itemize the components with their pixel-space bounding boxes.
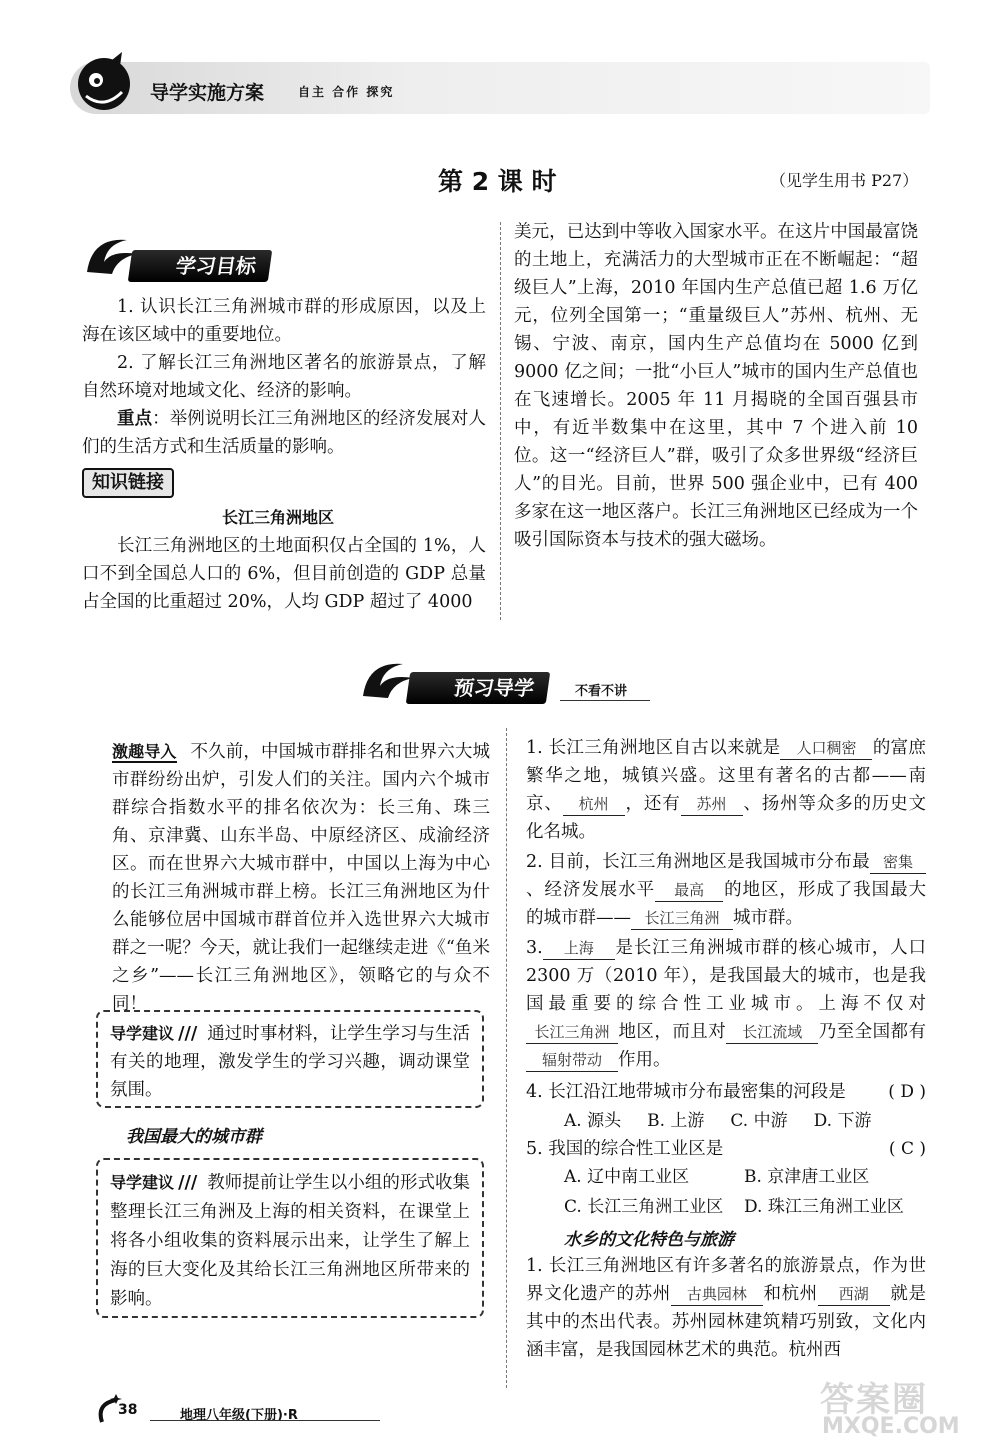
- question-answer: ( C ): [888, 1139, 926, 1159]
- answer-text: 长江三角洲: [534, 1023, 610, 1041]
- answer-blank: [655, 879, 723, 902]
- question-text: 就是其中的杰出代表。苏州园林建筑精巧别致，文化内涵丰富，是我国园林艺术的典范。杭州西: [526, 1284, 927, 1360]
- option: D. 珠江三角洲工业区: [744, 1197, 904, 1217]
- answer-blank: [870, 851, 926, 874]
- knowledge-para-left: 长江三角洲地区的土地面积仅占全国的 1%，人口不到全国总人口的 6%，但目前创造的 GDP 总量占全国的比重超过 20%，人均 GDP 超过了 4000: [82, 536, 486, 612]
- question-answer: ( D ): [888, 1082, 926, 1102]
- tip-text: 教师提前让学生以小组的形式收集整理长江三角洲及上海的相关资料，在课堂上将各小组收集的资料展示出来，让学生了解上海的巨大变化及其给长江三角洲地区所带来的影响。: [110, 1173, 470, 1309]
- answer-blank: [526, 1049, 618, 1072]
- intro-label: 激趣导入: [112, 742, 177, 761]
- goal-key-text: ：举例说明长江三角洲地区的经济发展对人们的生活方式和生活质量的影响。: [82, 409, 487, 457]
- question-text: 是长江三角洲城市群的核心城市，人口 2300 万（2010 年），是我国最大的城市，也是我国最重要的综合性工业城市。上海不仅对: [526, 938, 926, 1014]
- goal-item: 1. 认识长江三角洲城市群的形成原因，以及上海在该区域中的重要地位。: [82, 297, 486, 345]
- goals-banner: 学习目标: [128, 250, 272, 282]
- question-text: 的地区，形成了我国最大的城市群——: [526, 880, 927, 928]
- knowledge-para-right: 美元，已达到中等收入国家水平。在这片中国最富饶的土地上，充满活力的大型城市正在不断崛起：“超级巨人”上海，2010 年国内生产总值已超 1.6 万亿元，位列全国第一；“重量级巨人”苏州、杭州、无锡、宁波、南京，国内生产总值均在 5000 亿到 9000 亿之间；一批“小巨人”城市的国内生产总值也在飞速增长。2005 年 11 月揭晓的全国百强县市中，有近半数集中在这里，其中 7 个进入前 10 位。这一“经济巨人”群，吸引了众多世界级“经济巨人”的目光。目前，世界 500 强企业中，已有 400 多家在这一地区落户。长江三角洲地区已经成为一个吸引国际资本与技术的强大磁场。: [514, 222, 918, 550]
- answer-text: 长江三角洲: [644, 909, 720, 927]
- tip-slash-icon: ///: [178, 1024, 198, 1044]
- answer-blank: [543, 937, 615, 960]
- answer-text: 密集: [882, 853, 913, 871]
- answer-text: 辐射带动: [541, 1051, 602, 1069]
- question: [526, 934, 926, 1074]
- knowledge-label: 知识链接: [82, 468, 174, 498]
- question-stem: 4. 长江沿江地带城市分布最密集的河段是: [526, 1082, 846, 1102]
- watermark-url: MXQE.COM: [822, 1414, 960, 1439]
- question-text: 2. 目前，长江三角洲地区是我国城市分布最: [526, 852, 870, 872]
- answer-text: 苏州: [696, 795, 727, 813]
- option-row: [526, 1106, 926, 1131]
- answer-blank: [563, 793, 625, 816]
- option-grid: [526, 1163, 926, 1221]
- option: A. 辽中南工业区: [564, 1167, 690, 1187]
- tip-box: [96, 1158, 484, 1318]
- answer-blank: [818, 1283, 890, 1306]
- lesson-title: 第 2 课 时: [438, 167, 557, 196]
- answer-blank: [631, 907, 733, 930]
- question: [526, 848, 926, 932]
- option: B. 上游: [647, 1111, 705, 1131]
- tip-text: 通过时事材料，让学生学习与生活有关的地理，激发学生的学习兴趣，调动课堂氛围。: [110, 1024, 470, 1100]
- answer-text: 杭州: [578, 795, 609, 813]
- knowledge-heading: 长江三角洲地区: [222, 508, 335, 527]
- intro-paragraph: [112, 738, 490, 1018]
- preview-rule: [560, 700, 650, 701]
- answer-blank: [671, 1283, 763, 1306]
- answer-blank: [526, 1021, 618, 1044]
- question-text: 和杭州: [762, 1284, 818, 1304]
- tip-box: [96, 1010, 484, 1108]
- question-text: 1. 长江三角洲地区有许多著名的旅游景点，作为世界文化遗产的苏州: [526, 1256, 926, 1304]
- tip-paragraph: [110, 1020, 470, 1104]
- mascot-icon: [72, 52, 136, 116]
- option: D. 下游: [813, 1111, 872, 1131]
- question: [526, 734, 926, 846]
- question-text: 1. 长江三角洲地区自古以来就是: [526, 738, 781, 758]
- footer-rule: [150, 1420, 380, 1421]
- question: [526, 1078, 926, 1131]
- answer-text: 西湖: [838, 1285, 869, 1303]
- preview-banner: 预习导学: [406, 672, 550, 704]
- tip-paragraph: [110, 1168, 470, 1314]
- question-text: 乃至全国都有: [818, 1022, 927, 1042]
- goal-key-label: 重点: [117, 409, 153, 429]
- book-title: 地理八年级(下册)·R: [180, 1408, 298, 1423]
- goal-key: [82, 405, 486, 461]
- answer-blank: [681, 793, 743, 816]
- question-text: 地区，而且对: [618, 1022, 727, 1042]
- exercise-list: [526, 734, 926, 1364]
- column-divider: [500, 222, 502, 620]
- answer-blank: [780, 737, 872, 760]
- question-text: 作用。: [618, 1050, 671, 1070]
- question-text: 3.: [526, 938, 543, 958]
- answer-text: 最高: [674, 881, 705, 899]
- section-heading: 水乡的文化特色与旅游: [564, 1230, 734, 1250]
- goal-item: 2. 了解长江三角洲地区著名的旅游景点，了解自然环境对地域文化、经济的影响。: [82, 353, 486, 401]
- answer-text: 长江流域: [742, 1023, 803, 1041]
- goals-list: [82, 293, 486, 461]
- column-divider: [506, 728, 508, 1388]
- lesson-ref: （见学生用书 P27）: [770, 171, 919, 190]
- answer-text: 人口稠密: [796, 739, 857, 757]
- preview-subtitle: 不看不讲: [575, 684, 628, 699]
- option: B. 京津唐工业区: [744, 1167, 870, 1187]
- option: A. 源头: [564, 1111, 622, 1131]
- question: [526, 1252, 926, 1364]
- header-title: 导学实施方案: [150, 82, 265, 104]
- option: C. 长江三角洲工业区: [564, 1197, 724, 1217]
- section-heading: 我国最大的城市群: [126, 1127, 262, 1147]
- question-stem: 5. 我国的综合性工业区是: [526, 1139, 724, 1159]
- header-subtitle: 自主 合作 探究: [298, 85, 395, 99]
- option: C. 中游: [730, 1111, 788, 1131]
- intro-text: 不久前，中国城市群排名和世界六大城市群纷纷出炉，引发人们的关注。国内六个城市群综合指数水平的排名依次为：长三角、珠三角、京津冀、山东半岛、中原经济区、成渝经济区。而在世界六大城市群中，中国以上海为中心的长江三角洲城市群上榜。长江三角洲地区为什么能够位居中国城市群首位并入选世界六大城市群之一呢？今天，就让我们一起继续走进《“鱼米之乡”——长江三角洲地区》，领略它的与众不同！: [112, 742, 490, 1014]
- question-text: 、经济发展水平: [526, 880, 656, 900]
- tip-label: 导学建议: [110, 1024, 175, 1043]
- question: [526, 1135, 926, 1221]
- page-number: 38: [118, 1402, 138, 1418]
- answer-text: 古典园林: [686, 1285, 747, 1303]
- answer-text: 上海: [563, 939, 594, 957]
- watermark-logo: 答案圈: [820, 1380, 928, 1420]
- tip-label: 导学建议: [110, 1173, 175, 1192]
- question-text: ，还有: [624, 794, 681, 814]
- question-text: 的富庶繁华之地，城镇兴盛。这里有著名的古都——南京、: [526, 738, 926, 814]
- answer-blank: [726, 1021, 818, 1044]
- tip-slash-icon: ///: [178, 1173, 198, 1193]
- question-text: 城市群。: [733, 908, 803, 928]
- question-text: 、扬州等众多的历史文化名城。: [526, 794, 926, 842]
